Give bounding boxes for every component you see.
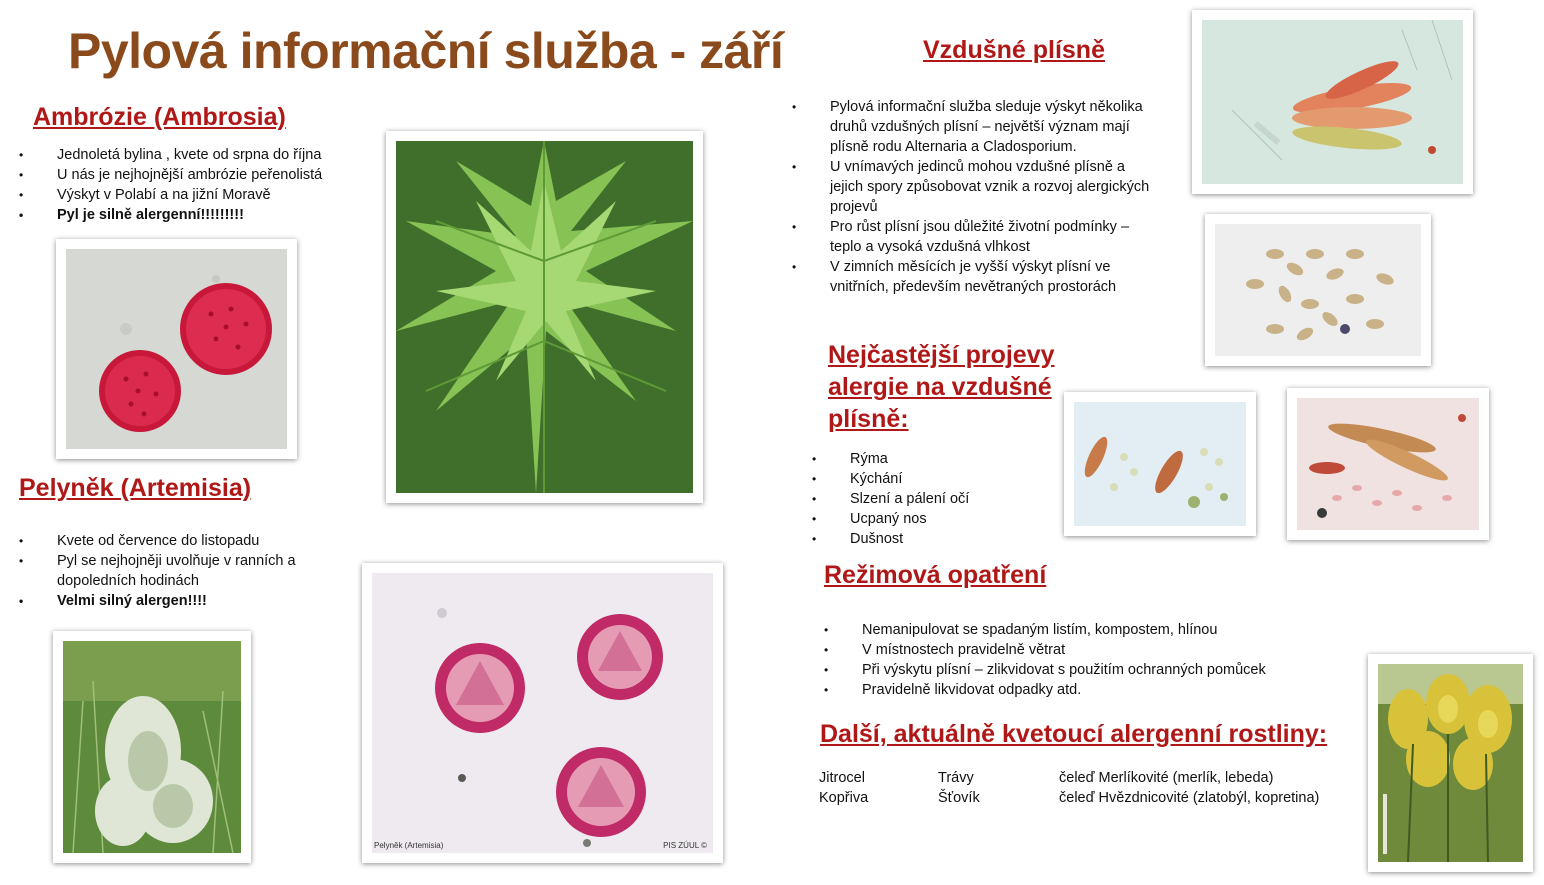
ambrosia-plant-photo xyxy=(386,131,703,503)
artemisia-heading: Pelyněk (Artemisia) xyxy=(19,474,252,502)
symptoms-item: • Dušnost xyxy=(812,529,1012,549)
symptoms-item: • Ucpaný nos xyxy=(812,509,1012,529)
ambrosia-list xyxy=(19,145,379,225)
table-row xyxy=(819,770,1319,790)
artemisia-item: • Pyl se nejhojněji uvolňuje v ranních a dopoledních hodinách xyxy=(19,551,339,591)
symptoms-item: • Rýma xyxy=(812,449,1012,469)
artemisia-list xyxy=(19,531,339,611)
artemisia-photo-caption: Pelyněk (Artemisia) xyxy=(374,841,444,850)
symptoms-list xyxy=(812,449,1012,549)
mold-spores-photo-3 xyxy=(1064,392,1256,536)
mold-spores-photo-4 xyxy=(1287,388,1489,540)
table-cell: Šťovík xyxy=(938,790,980,806)
artemisia-item: • Kvete od července do listopadu xyxy=(19,531,339,551)
table-cell: Jitrocel xyxy=(819,770,865,786)
artemisia-plant-photo xyxy=(53,631,251,863)
ambrosia-item: • Pyl je silně alergenní!!!!!!!!! xyxy=(19,205,379,225)
molds-item: • Pro růst plísní jsou důležité životní podmínky – teplo a vysoká vzdušná vlhkost xyxy=(792,217,1152,257)
ambrosia-item: • Výskyt v Polabí a na jižní Moravě xyxy=(19,185,379,205)
other-plants-table xyxy=(819,770,1319,810)
symptoms-heading: Nejčastější projevy alergie na vzdušné plísně: xyxy=(828,341,1055,433)
molds-heading: Vzdušné plísně xyxy=(923,36,1105,64)
measures-item: • Při výskytu plísní – zlikvidovat s použitím ochranných pomůcek xyxy=(824,660,1324,680)
table-cell: čeleď Merlíkovité (merlík, lebeda) xyxy=(1059,770,1274,786)
measures-list xyxy=(824,620,1324,700)
table-row xyxy=(819,790,1319,810)
symptoms-item: • Kýchání xyxy=(812,469,1012,489)
artemisia-photo-credit: PIS ZÚUL © xyxy=(663,841,707,850)
ambrosia-item: • Jednoletá bylina , kvete od srpna do října xyxy=(19,145,379,165)
molds-item: • V zimních měsících je vyšší výskyt plísní ve vnitřních, především nevětraných prostorách xyxy=(792,257,1152,297)
other-plants-heading: Další, aktuálně kvetoucí alergenní rostliny: xyxy=(820,720,1328,748)
molds-list xyxy=(792,97,1152,297)
alternaria-spores-photo xyxy=(1192,10,1473,194)
measures-heading: Režimová opatření xyxy=(824,561,1047,589)
artemisia-pollen-photo xyxy=(362,563,723,863)
ambrosia-item: • U nás je nejhojnější ambrózie peřenolistá xyxy=(19,165,379,185)
table-cell: čeleď Hvězdnicovité (zlatobýl, kopretina) xyxy=(1059,790,1320,806)
molds-item: • U vnímavých jedinců mohou vzdušné plísně a jejich spory způsobovat vznik a rozvoj alergických projevů xyxy=(792,157,1152,217)
symptoms-item: • Slzení a pálení očí xyxy=(812,489,1012,509)
cladosporium-spores-photo xyxy=(1205,214,1431,366)
molds-item: • Pylová informační služba sleduje výskyt několika druhů vzdušných plísní – největší význam mají plísně rodu Alternaria a Cladosporium. xyxy=(792,97,1152,157)
measures-item: • V místnostech pravidelně větrat xyxy=(824,640,1324,660)
page-title: Pylová informační služba - září xyxy=(68,23,784,79)
measures-item: • Nemanipulovat se spadaným listím, kompostem, hlínou xyxy=(824,620,1324,640)
goldenrod-photo xyxy=(1368,654,1533,872)
table-cell: Kopřiva xyxy=(819,790,869,806)
ambrosia-pollen-photo xyxy=(56,239,297,459)
table-cell: Trávy xyxy=(938,770,974,786)
artemisia-item: • Velmi silný alergen!!!! xyxy=(19,591,339,611)
measures-item: • Pravidelně likvidovat odpadky atd. xyxy=(824,680,1324,700)
ambrosia-heading: Ambrózie (Ambrosia) xyxy=(33,103,286,131)
